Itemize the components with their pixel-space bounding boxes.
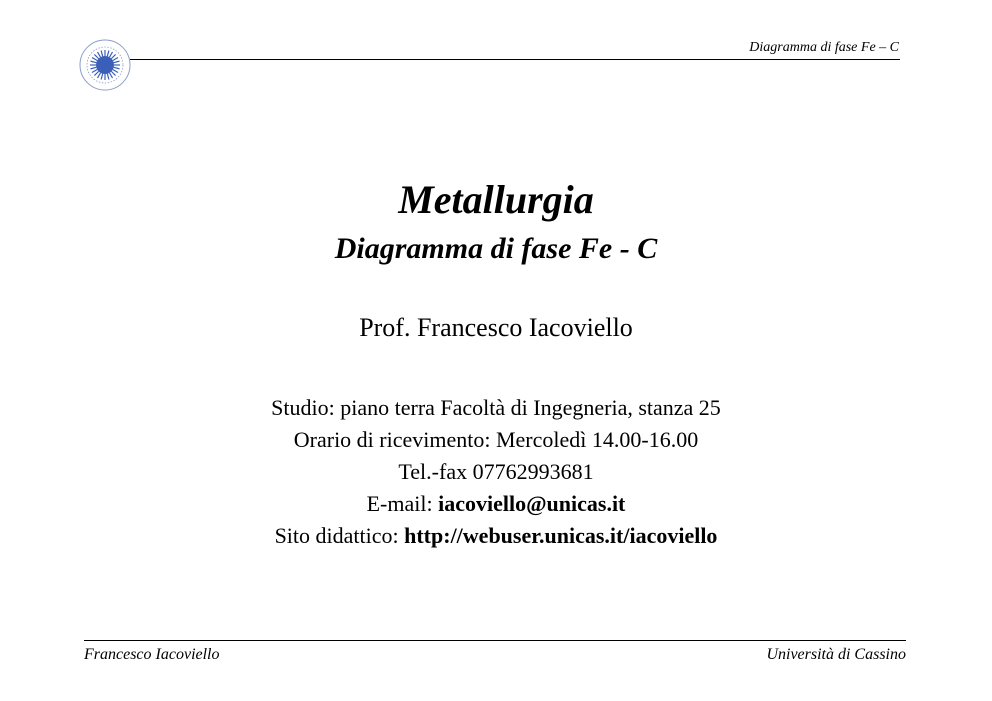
logo-ray — [94, 54, 98, 58]
logo-ray — [101, 74, 103, 80]
logo-ray — [111, 54, 115, 58]
logo-ray — [114, 61, 120, 63]
logo-ray — [111, 71, 115, 75]
logo-ray — [92, 70, 97, 73]
office-hours-line: Orario di ricevimento: Mercoledì 14.00-16.00 — [293, 427, 699, 452]
logo-ray — [113, 58, 118, 61]
phone-line: Tel.-fax 07762993681 — [398, 459, 594, 484]
university-logo — [78, 38, 132, 92]
header-rule — [130, 59, 900, 60]
logo-ray — [110, 52, 113, 57]
footer-university: Università di Cassino — [766, 646, 906, 663]
logo-ray — [91, 61, 97, 63]
website-link[interactable]: http://webuser.unicas.it/iacoviello — [404, 523, 718, 548]
author-name: Prof. Francesco Iacoviello — [359, 313, 633, 342]
logo-ray — [101, 51, 103, 57]
office-line: Studio: piano terra Facoltà di Ingegneria, stanza 25 — [271, 395, 721, 420]
logo-ray — [98, 52, 101, 57]
contact-info — [0, 392, 992, 552]
slide-subtitle: Diagramma di fase Fe - C — [334, 232, 658, 265]
logo-ray — [107, 51, 109, 57]
logo-ray — [113, 70, 118, 73]
logo-ray — [110, 73, 113, 78]
logo-ray — [94, 71, 98, 75]
logo-ray — [98, 73, 101, 78]
logo-ray — [91, 67, 97, 69]
footer-rule — [84, 640, 906, 641]
slide-title: Metallurgia — [398, 177, 594, 222]
website-line — [0, 520, 992, 552]
footer-author: Francesco Iacoviello — [84, 646, 220, 663]
logo-ray — [92, 58, 97, 61]
logo-ray — [107, 74, 109, 80]
header-title: Diagramma di fase Fe – C — [749, 40, 899, 55]
website-label: Sito didattico: — [274, 523, 405, 548]
email-link[interactable]: iacoviello@unicas.it — [438, 491, 626, 516]
email-line — [0, 488, 992, 520]
logo-ray — [114, 67, 120, 69]
email-label: E-mail: — [366, 491, 439, 516]
